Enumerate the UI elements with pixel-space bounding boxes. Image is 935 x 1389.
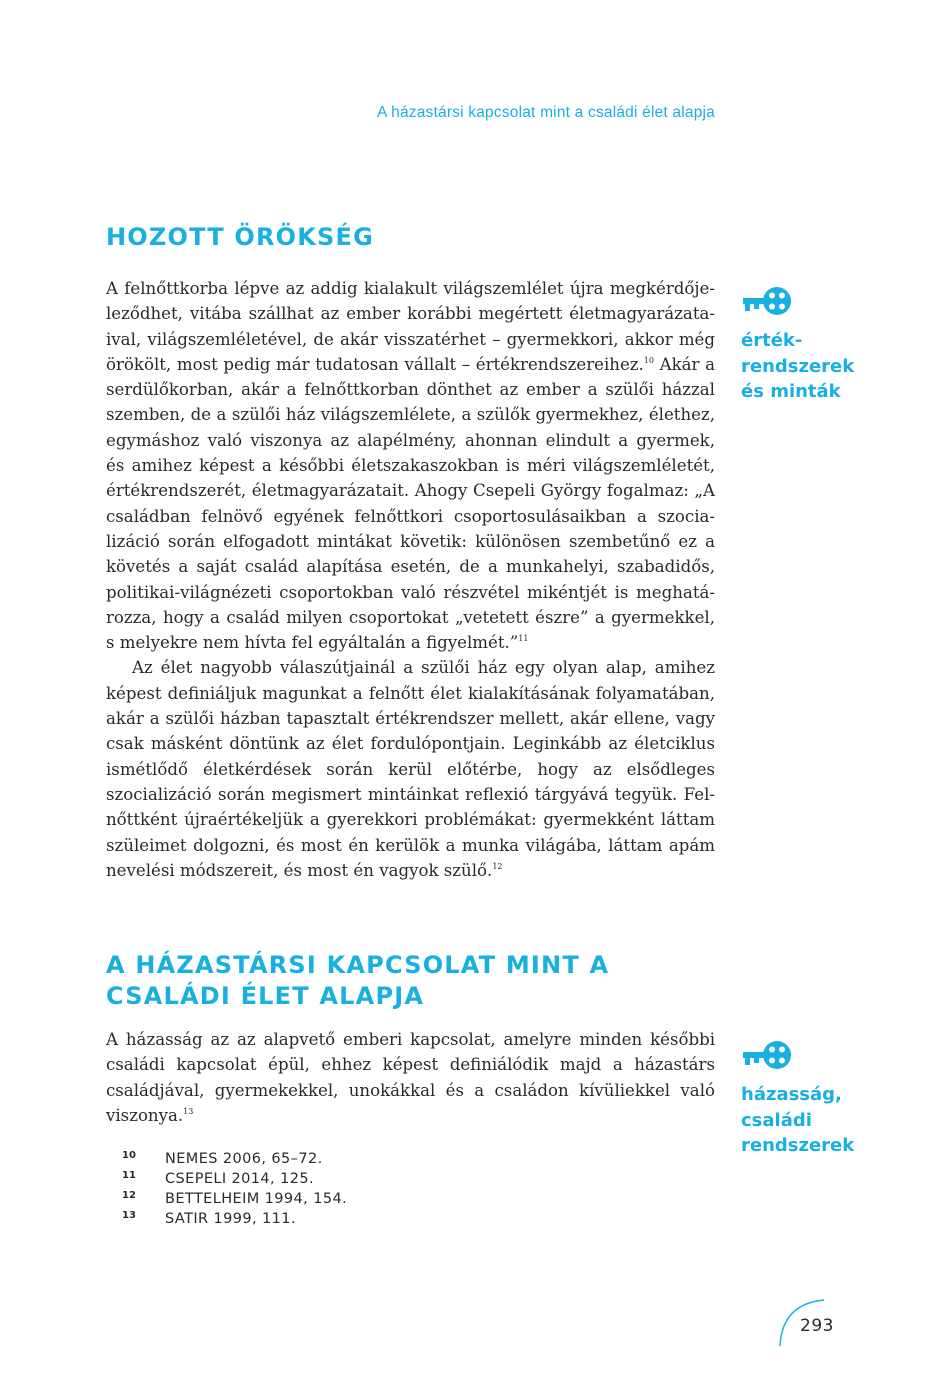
running-header: A házastársi kapcsolat mint a családi élet alapja [376, 104, 715, 121]
paragraph: Az élet nagyobb válaszútjainál a szülői ház egy olyan alap, amihez képest definiáljuk magunkat a felnőtt élet kialakításának folyamatában, akár a szülői házban tapasztalt értékrendszer mellett, akár ellene, vagy csak másként döntünk az élet fordulópontjain. Leginkább az életciklus ismétlődő életkérdések során kerül előtérbe, hogy az elsődleges szocializáció során megismert mintáinkat reflexió tárgyává tegyük. Felnőttként újraértékeljük a gyerekkori problémákat: gyermekként láttam szüleimet dolgozni, és most én kerülök a munka világába, láttam apám nevelési módszereit, és most én vagyok szülő.$^{12}$ [106, 658, 715, 880]
footnote-item [122, 1169, 522, 1189]
margin-note-ertekrendszerek [741, 284, 871, 405]
key-icon [741, 284, 793, 318]
footnote-ref[interactable]: 13 [183, 1106, 194, 1116]
margin-note-hazassag [741, 1038, 871, 1159]
section-heading-hozott-orokseg: HOZOTT ÖRÖKSÉG [106, 223, 375, 251]
page-number-block [776, 1296, 846, 1348]
section-heading-hazastarsi-kapcsolat: A HÁZASTÁRSI KAPCSOLAT MINT A CSALÁDI ÉLET ALAPJA [106, 951, 610, 1010]
footnote-text: SATIR 1999, 111. [165, 1211, 296, 1227]
footnote-item [122, 1209, 522, 1229]
key-icon [741, 1038, 793, 1072]
footnote-text: CSEPELI 2014, 125. [165, 1171, 314, 1187]
paragraph: A házasság az az alapvető emberi kapcsolat, amelyre minden későbbi családi kapcsolat épül, ehhez képest definiálódik majd a házastárs családjával, gyermekekkel, unokákkal és a családon kívüliekkel való viszonya.$^{13}$ [106, 1030, 715, 1125]
section-body-hazastarsi-kapcsolat [106, 1027, 715, 1128]
footnote-number: 13 [122, 1210, 136, 1221]
footnote-ref[interactable]: 11 [518, 634, 529, 644]
page-number: 293 [800, 1316, 834, 1336]
footnote-number: 10 [122, 1150, 136, 1161]
footnote-ref[interactable]: 10 [643, 355, 654, 365]
margin-note-label: házasság, családi rendszerek [741, 1084, 855, 1156]
footnote-item [122, 1149, 522, 1169]
footnote-ref[interactable]: 12 [492, 861, 503, 871]
footnotes-list [122, 1149, 522, 1229]
footnote-item [122, 1189, 522, 1209]
section-body-hozott-orokseg [106, 276, 715, 883]
footnote-number: 12 [122, 1190, 136, 1201]
footnote-text: NEMES 2006, 65–72. [165, 1151, 323, 1167]
paragraph: A felnőttkorba lépve az addig kialakult világszemlélet újra megkérdőjeleződhet, vitába szállhat az ember korábbi megértett életmagyarázataival, világszemléletével, de akár visszatérhet – gyermekkori, akkor még örökölt, most pedig már tudatosan vállalt – értékrendszereihez.$^{10}$ Akár a serdülőkorban, akár a felnőttkorban dönthet az ember a szülői házzal szemben, de a szülői ház világszemlélete, a szülők gyermekhez, élethez, egymáshoz való viszonya az alapélmény, ahonnan elindult a gyermek, és amihez képest a későbbi életszakaszokban is méri világszemléletét, értékrendszerét, életmagyarázatait. Ahogy Csepeli György fogalmaz: „A családban felnövő egyének felnőttkori csoportosulásaikban a szocializáció során elfogadott mintákat követik: különösen szembetűnő ez a követés a saját család alapítása esetén, de a munkahelyi, szabadidős, politikai-világnézeti csoportokban való részvétel mikéntjét is meghatározza, hogy a család milyen csoportokat „vetetett észre” a gyermekkel, s melyekre nem hívta fel egyáltalán a figyelmét.”$^{11}$ [106, 279, 715, 653]
footnote-text: BETTELHEIM 1994, 154. [165, 1191, 348, 1207]
margin-note-label: érték- rendszerek és minták [741, 330, 855, 402]
footnote-number: 11 [122, 1170, 136, 1181]
